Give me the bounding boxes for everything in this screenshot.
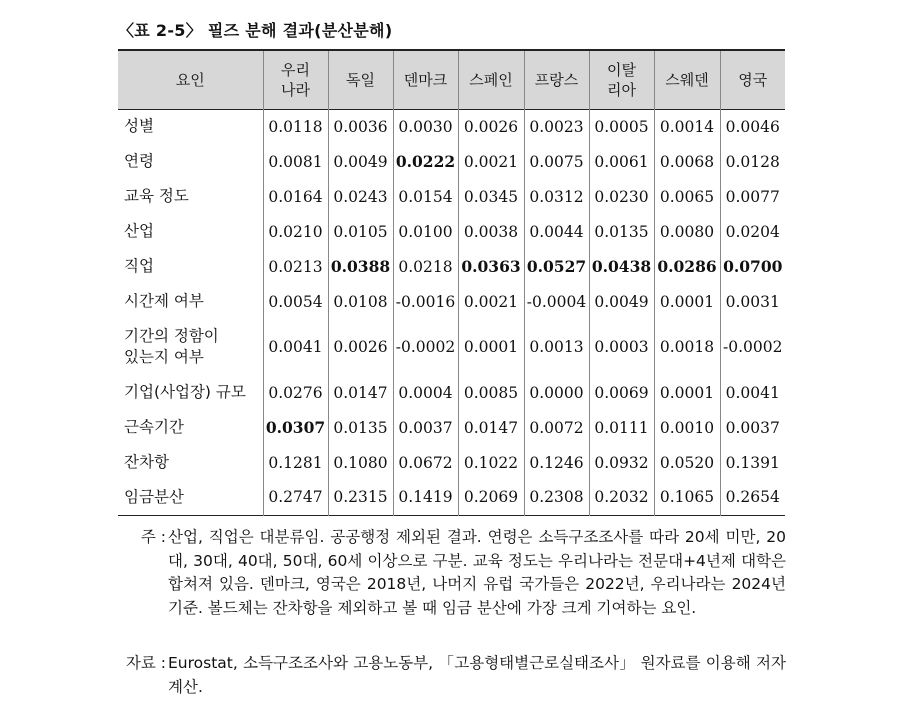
header-country: 덴마크 [393,50,458,109]
table-row [118,445,785,480]
value-cell: 0.0932 [589,445,654,480]
value-cell: 0.0061 [589,144,654,179]
row-label: 직업 [124,257,154,275]
value-cell: 0.0527 [524,249,589,284]
table-row [118,249,785,284]
table-row [118,109,785,144]
value-cell: 0.0026 [458,109,524,144]
header-country: 이탈 리아 [589,50,654,109]
table-title: 〈표 2-5〉 필즈 분해 결과(분산분해) [118,21,393,40]
table-row [118,480,785,515]
value-cell: 0.0001 [654,375,720,410]
value-cell: 0.1065 [654,480,720,515]
value-cell: 0.0001 [458,319,524,375]
value-cell: 0.0147 [458,410,524,445]
value-cell: 0.0388 [328,249,393,284]
table-row [118,410,785,445]
table-body [118,109,785,515]
value-cell: 0.0438 [589,249,654,284]
value-cell: 0.1246 [524,445,589,480]
table-note [118,526,788,646]
value-cell: 0.0065 [654,179,720,214]
value-cell: 0.0154 [393,179,458,214]
value-cell: 0.0213 [263,249,328,284]
value-cell: 0.0038 [458,214,524,249]
value-cell: 0.0068 [654,144,720,179]
value-cell: 0.0363 [458,249,524,284]
value-cell: 0.2315 [328,480,393,515]
value-cell: 0.0345 [458,179,524,214]
value-cell: 0.0164 [263,179,328,214]
value-cell: 0.0005 [589,109,654,144]
table-row [118,375,785,410]
value-cell: 0.0286 [654,249,720,284]
value-cell: 0.1281 [263,445,328,480]
table-header [118,50,785,109]
value-cell: 0.0210 [263,214,328,249]
header-country: 영국 [720,50,785,109]
header-country: 독일 [328,50,393,109]
value-cell: 0.0049 [328,144,393,179]
value-cell: 0.0222 [393,144,458,179]
value-cell: -0.0002 [720,319,785,375]
value-cell: 0.0100 [393,214,458,249]
source-text: Eurostat, 소득구조조사와 고용노동부, 「고용형태별근로실태조사」 원자료를 이용해 저자 계산. [168,654,786,696]
header-country: 스웨덴 [654,50,720,109]
row-label: 잔차항 [124,453,169,471]
value-cell: 0.0105 [328,214,393,249]
value-cell: 0.0081 [263,144,328,179]
value-cell: 0.0037 [720,410,785,445]
note-key: 주 : [140,528,166,546]
table-row [118,144,785,179]
value-cell: 0.0026 [328,319,393,375]
value-cell: 0.0037 [393,410,458,445]
value-cell: 0.2069 [458,480,524,515]
value-cell: 0.0312 [524,179,589,214]
table-row [118,214,785,249]
row-label: 임금분산 [124,487,184,506]
value-cell: 0.2032 [589,480,654,515]
value-cell: 0.0036 [328,109,393,144]
row-label: 성별 [124,117,154,136]
header-factor: 요인 [175,70,205,89]
row-label: 기업(사업장) 규모 [124,383,246,401]
value-cell: 0.0044 [524,214,589,249]
value-cell: 0.2308 [524,480,589,515]
value-cell: 0.0030 [393,109,458,144]
value-cell: -0.0002 [393,319,458,375]
value-cell: 0.0276 [263,375,328,410]
value-cell: 0.0014 [654,109,720,144]
note-text: 산업, 직업은 대분류임. 공공행정 제외된 결과. 연령은 소득구조조사를 따라 20세 미만, 20대, 30대, 40대, 50대, 60세 이상으로 구분. 교육 정도는 우리나라는 전문대+4년제 대학은 합쳐져 있음. 덴마크, 영국은 2018년, 나머지 유럽 국가들은 2022년, 우리나라는 2024년 기준. 볼드체는 잔차항을 제외하고 볼 때 임금 분산에 가장 크게 기여하는 요인. [168,528,786,617]
row-label: 기간의 정함이 있는지 여부 [124,327,219,366]
row-label: 교육 정도 [124,187,189,205]
value-cell: 0.0010 [654,410,720,445]
value-cell: 0.0080 [654,214,720,249]
value-cell: 0.0046 [720,109,785,144]
value-cell: 0.0077 [720,179,785,214]
value-cell: 0.1419 [393,480,458,515]
decomposition-table [118,49,785,516]
value-cell: 0.0069 [589,375,654,410]
row-label: 근속기간 [124,418,184,436]
value-cell: 0.0118 [263,109,328,144]
table-source [118,652,788,702]
value-cell: 0.0000 [524,375,589,410]
value-cell: 0.0520 [654,445,720,480]
value-cell: 0.0041 [263,319,328,375]
value-cell: 0.0075 [524,144,589,179]
value-cell: 0.1080 [328,445,393,480]
header-country: 프랑스 [524,50,589,109]
value-cell: 0.0072 [524,410,589,445]
value-cell: 0.0243 [328,179,393,214]
value-cell: 0.0147 [328,375,393,410]
header-country: 스페인 [458,50,524,109]
value-cell: 0.0021 [458,144,524,179]
value-cell: 0.0049 [589,284,654,319]
value-cell: 0.0054 [263,284,328,319]
row-label: 연령 [124,152,154,170]
value-cell: 0.0108 [328,284,393,319]
value-cell: 0.0021 [458,284,524,319]
value-cell: -0.0016 [393,284,458,319]
value-cell: 0.0307 [263,410,328,445]
value-cell: 0.0085 [458,375,524,410]
value-cell: 0.2654 [720,480,785,515]
value-cell: 0.0023 [524,109,589,144]
value-cell: 0.0700 [720,249,785,284]
value-cell: 0.0041 [720,375,785,410]
value-cell: 0.2747 [263,480,328,515]
header-country: 우리 나라 [263,50,328,109]
value-cell: 0.0135 [589,214,654,249]
value-cell: 0.0018 [654,319,720,375]
value-cell: 0.0230 [589,179,654,214]
value-cell: 0.0031 [720,284,785,319]
value-cell: 0.0672 [393,445,458,480]
value-cell: 0.0218 [393,249,458,284]
value-cell: 0.0204 [720,214,785,249]
value-cell: 0.1022 [458,445,524,480]
value-cell: 0.0001 [654,284,720,319]
value-cell: -0.0004 [524,284,589,319]
row-label: 시간제 여부 [124,292,204,310]
value-cell: 0.0004 [393,375,458,410]
value-cell: 0.0128 [720,144,785,179]
value-cell: 0.0111 [589,410,654,445]
table-row [118,319,785,375]
source-key: 자료 : [125,654,166,672]
value-cell: 0.1391 [720,445,785,480]
table-row [118,284,785,319]
value-cell: 0.0003 [589,319,654,375]
row-label: 산업 [124,222,154,240]
header-row [118,50,785,109]
value-cell: 0.0135 [328,410,393,445]
table-row [118,179,785,214]
value-cell: 0.0013 [524,319,589,375]
